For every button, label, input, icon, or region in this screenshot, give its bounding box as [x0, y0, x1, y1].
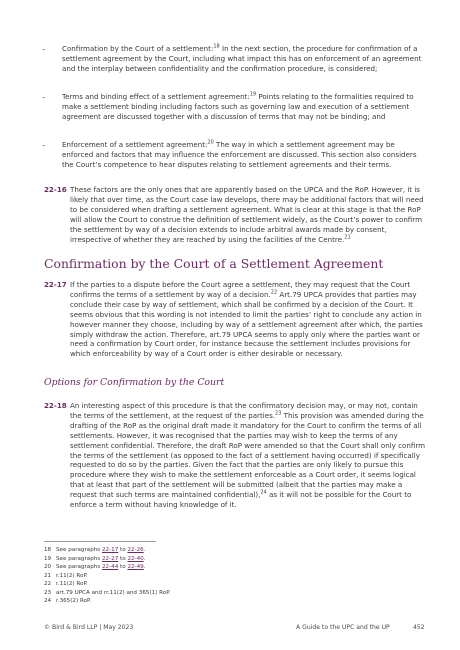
- footnote-link[interactable]: 22-27: [102, 555, 119, 562]
- footnote: 19 See paragraphs 22-27 to 22-40.: [44, 555, 146, 562]
- bullet-text: Confirmation by the Court of a settlement:: [62, 44, 214, 53]
- footnote-ref[interactable]: 19: [249, 91, 257, 98]
- page-number: 452: [413, 624, 425, 631]
- bullet-item: – Enforcement of a settlement agreement:$^{20}$ The way in which a settlement agreement may be enforced and factors that may influence the enforcement are discussed. This section also considers the Court’s competence to hear disputes relating to settlement agreements and their terms.: [42, 139, 417, 169]
- footnote: 22 r.11(2) RoP.: [44, 581, 88, 587]
- paragraph-text: Art.79 UPCA provides that parties may conclude their case by way of settlement, which shall be confirmed by a decision of the Court. It seems obvious that this wording is not intended to limit the parties’ right to conclude any action in however manner they choose, including by way of a settlement agreement after which, the parties simply withdraw the action. Therefore, art.79 UPCA seems to apply only where the parties want or need a confirmation by Court order, for instance because the settlement includes provisions for which enforceability by way of a Court order is either desirable or necessary.: [70, 289, 423, 359]
- bullet-item: – Confirmation by the Court of a settlement:$^{18}$ In the next section, the procedure for confirmation of a settlement agreement by the Court, including what impact this has on enforcement of an agreement and the interplay between confidentiality and the confirmation procedure, is considered;: [42, 43, 422, 73]
- paragraph-22-16: [44, 185, 427, 244]
- footnote-link[interactable]: 22-40: [127, 555, 144, 562]
- bullet-text: In the next section, the procedure for confirmation of a settlement agreement by the Court, including what impact this has on enforcement of an agreement and the interplay between confidentiality and the confirmation procedure, is considered;: [62, 44, 422, 73]
- bullet-text: Enforcement of a settlement agreement:: [62, 140, 208, 149]
- paragraph-number: 22-17: [44, 280, 67, 289]
- footnote-link[interactable]: 22-44: [102, 564, 119, 570]
- bullet-text: The way in which a settlement agreement may be enforced and factors that may influence the enforcement are discussed. This section also considers the Court’s competence to hear disputes relating to settlement agreements and their terms.: [62, 140, 417, 169]
- footnote-ref[interactable]: 21: [344, 234, 351, 241]
- paragraph-22-17: [44, 280, 427, 359]
- bullet-item: – Terms and binding effect of a settlement agreement:$^{19}$ Points relating to the formalities required to make a settlement binding including factors such as governing law and execution of a settlement agreement are discussed together with a discussion of terms that may not be binding; and: [42, 91, 414, 121]
- footnote: 18 See paragraphs 22-17 to 22-26.: [44, 547, 146, 553]
- paragraph-text: as it will not be possible for the Court to enforce a term without having knowledge of it.: [70, 490, 412, 510]
- subsection-heading: Options for Confirmation by the Court: [44, 377, 225, 388]
- footnote: 20 See paragraphs 22-44 to 22-49.: [44, 564, 146, 570]
- footnote-link[interactable]: 22-26: [127, 547, 144, 553]
- footnote-ref[interactable]: 24: [260, 489, 267, 496]
- footnote-link[interactable]: 22-17: [102, 547, 119, 553]
- footnote: 23 art.79 UPCA and rr.11(2) and 365(1) RoP.: [44, 589, 171, 596]
- paragraph-text: An interesting aspect of this procedure is that the confirmatory decision may, or may not, contain the terms of the settlement, at the request of the parties.: [70, 401, 418, 420]
- footer-copyright: © Bird & Bird LLP | May 2023: [44, 624, 134, 631]
- footnote-link[interactable]: 22-49: [127, 564, 144, 570]
- footnote-ref[interactable]: 20: [207, 139, 214, 146]
- footnote-ref[interactable]: 23: [275, 410, 282, 417]
- paragraph-number: 22-18: [44, 401, 67, 410]
- footnote: 21 r.11(2) RoP.: [44, 572, 88, 579]
- footnote-ref[interactable]: 18: [213, 43, 220, 50]
- footnote-divider: [44, 541, 156, 542]
- paragraph-22-18: [44, 401, 427, 510]
- footnote-ref[interactable]: 22: [270, 289, 278, 296]
- bullet-text: Terms and binding effect of a settlement agreement:: [62, 92, 250, 101]
- paragraph-number: 22-16: [44, 185, 67, 194]
- bullet-text: Points relating to the formalities required to make a settlement binding including factors such as governing law and execution of a settlement agreement are discussed together with a discussion of terms that may not be binding; and: [62, 92, 414, 121]
- section-heading: Confirmation by the Court of a Settlement Agreement: [44, 256, 384, 271]
- paragraph-text: This provision was amended during the drafting of the RoP as the original draft made it mandatory for the Court to confirm the terms of all settlements. However, it was recognised that the parties may wish to keep the terms of any settlement confidential. Therefore, the draft RoP were amended so that the Court shall only confirm the terms of the settlement (as opposed to the fact of a settlement having occurred) if specifically requested to do so by the parties. Given the fact that the parties are only likely to pursue this procedure where they wish to make the settlement enforceable as a Court order, it seems logical that at least that part of the settlement will be submitted (albeit that the parties may make a request that such terms are maintained confidential),: [70, 410, 426, 500]
- paragraph-text: These factors are the only ones that are apparently based on the UPCA and the RoP. However, it is likely that over time, as the Court case law develops, there may be additional factors that will need to be considered when drafting a settlement agreement. What is clear at this stage is that the RoP will allow the Court to construe the definition of settlement widely, as the Court’s power to confirm the settlement by way of a decision extends to include arbitral awards made by consent, irrespective of whether they are reached by using the facilities of the Centre.: [70, 185, 424, 244]
- paragraph-text: If the parties to a dispute before the Court agree a settlement, they may request that the Court confirms the terms of a settlement by way of a decision.: [70, 280, 411, 299]
- footer-title: A Guide to the UPC and the UP: [296, 624, 390, 631]
- footnote: 24 r.365(2) RoP.: [44, 598, 92, 604]
